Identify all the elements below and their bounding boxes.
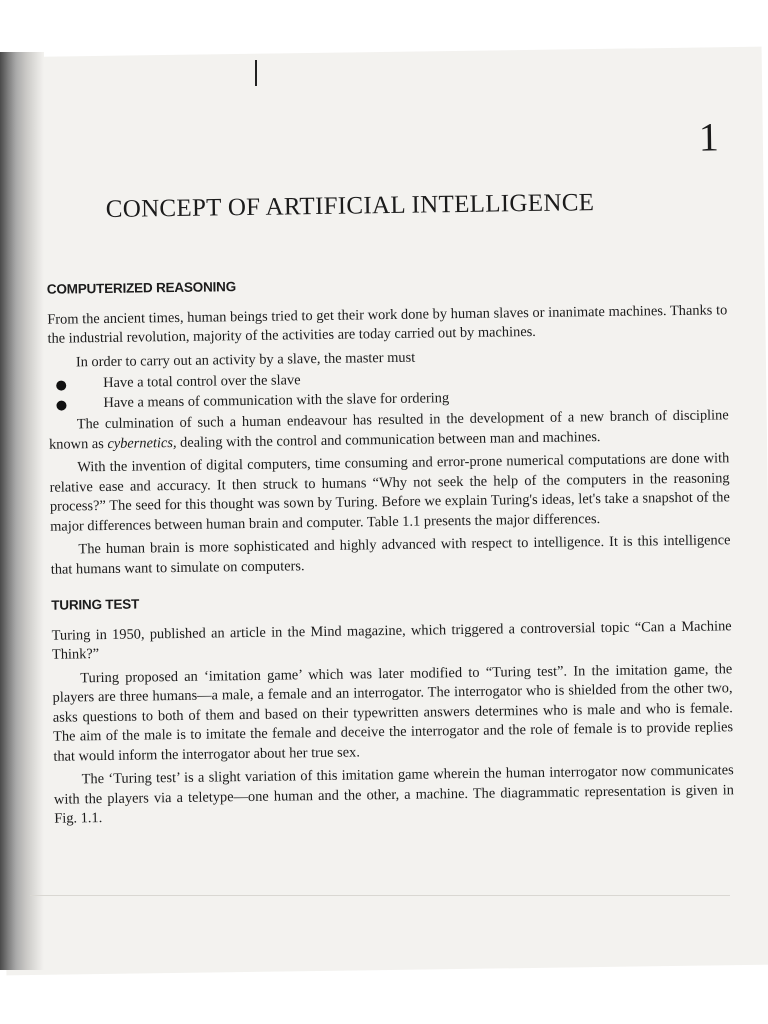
paragraph: The ‘Turing test’ is a slight variation of this imitation game wherein the human interrogator now communicates with the players via a teletype—one human and the other, a machine. The diagrammatic representation is given in Fig. 1.1. — [53, 762, 735, 827]
bullet-icon — [56, 400, 66, 410]
chapter-title: CONCEPT OF ARTIFICIAL INTELLIGENCE — [105, 189, 595, 223]
paragraph: The culmination of such a human endeavour has resulted in the development of a new branch of discipline known as cybernetics, dealing with the control and communication between man and machines. — [48, 407, 729, 453]
paragraph: The human brain is more sophisticated and highly advanced with respect to intelligence. It is this intelligence that humans want to simulate on computers. — [50, 532, 731, 578]
section-heading-turing-test: TURING TEST — [51, 596, 140, 613]
chapter-number: 1 — [698, 114, 720, 160]
list-item: Have a means of communication with the slave for ordering — [48, 385, 728, 414]
paragraph: Turing in 1950, published an article in the Mind magazine, which triggered a controversial topic “Can a Machine Think?” — [51, 617, 732, 663]
book-spine-shadow — [0, 52, 44, 970]
emphasis-term: cybernetics, — [107, 434, 177, 452]
paragraph: In order to carry out an activity by a slave, the master must — [75, 349, 416, 370]
body-text — [47, 270, 735, 829]
list-item: Have a total control over the slave — [48, 365, 728, 394]
paragraph: From the ancient times, human beings tried to get their work done by human slaves or inanimate machines. Thanks to the industrial revolution, majority of the activities are today carried out by machines. — [47, 301, 728, 347]
page-content — [44, 47, 737, 974]
bullet-icon — [56, 381, 66, 391]
paragraph: Turing proposed an ‘imitation game’ which was later modified to “Turing test”. In the imitation game, the players are three humans—a male, a female and an interrogator. The interrogator who is shielded from the other two, asks questions to both of them and based on their typewritten answers determines who is male and who is female. The aim of the male is to imitate the female and deceive the interrogator and the role of female is to provide replies that would inform the interrogator about her true sex. — [52, 660, 734, 765]
paragraph: With the invention of digital computers, time consuming and error-prone numerical computations are done with relative ease and accuracy. It then struck to humans “Why not seek the help of the computers in the reasoning process?” The seed for this thought was sown by Turing. Before we explain Turing's ideas, let's take a snapshot of the major differences between human brain and computer. Table 1.1 presents the major differences. — [49, 450, 730, 535]
section-heading-computerized-reasoning: COMPUTERIZED REASONING — [46, 279, 237, 297]
bullet-list — [48, 365, 728, 413]
